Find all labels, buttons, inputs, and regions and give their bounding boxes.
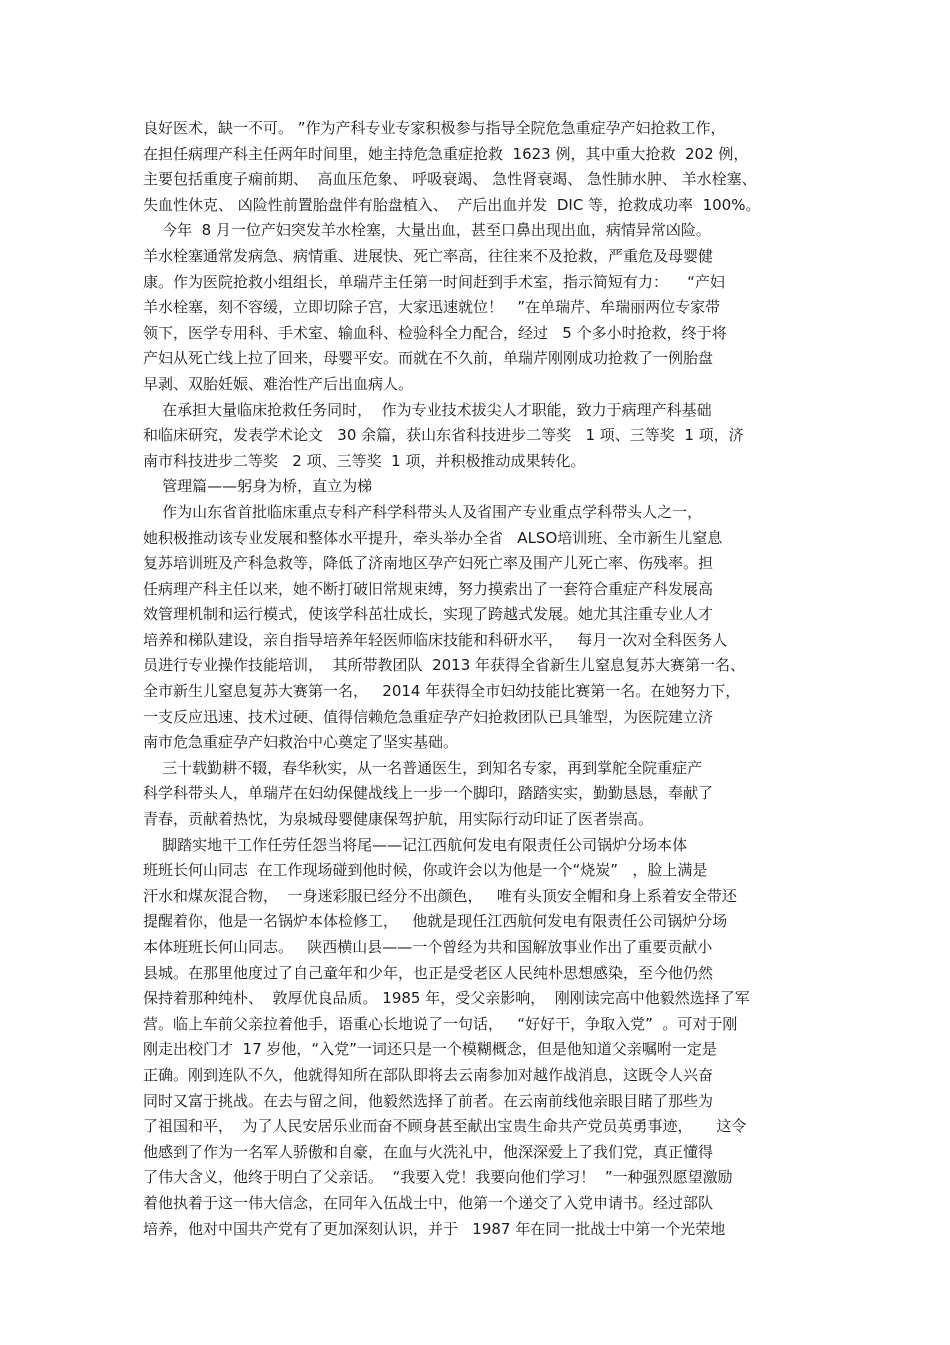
- text-line: 产妇从死亡线上拉了回来，母婴平安。而就在不久前，单瑞芹刚刚成功抢救了一例胎盘: [143, 349, 714, 368]
- text-line: 青春，贡献着热忱，为泉城母婴健康保驾护航，用实际行动印证了医者崇高。: [143, 810, 654, 829]
- text-line: 主要包括重度子痫前期、 高血压危象、 呼吸衰竭、 急性肾衰竭、 急性肺水肿、 羊水栓塞、: [143, 170, 757, 189]
- text-line: 作为山东省首批临床重点专科产科学科带头人及省围产专业重点学科带头人之一，: [143, 502, 703, 521]
- text-line: 培养，他对中国共产党有了更加深刻认识，并于 1987 年在同一批战士中第一个光荣地: [143, 1219, 726, 1238]
- text-line: 保持着那种纯朴、 敦厚优良品质。 1985 年，受父亲影响， 刚刚读完高中他毅然选择了军: [143, 989, 750, 1008]
- text-line: 复苏培训班及产科急救等，降低了济南地区孕产妇死亡率及围产儿死亡率、伤残率。担: [143, 554, 714, 573]
- text-line: 他感到了作为一名军人骄傲和自豪，在血与火洗礼中，他深深爱上了我们党，真正懂得: [143, 1142, 714, 1161]
- text-line: 南市科技进步二等奖 2 项、三等奖 1 项，并积极推动成果转化。: [143, 451, 586, 470]
- text-line: 县城。在那里他度过了自己童年和少年，也正是受老区人民纯朴思想感染，至今他仍然: [143, 963, 714, 982]
- text-line: 培养和梯队建设，亲自指导培养年轻医师临床技能和科研水平， 每月一次对全科医务人: [143, 630, 728, 649]
- text-line: 今年 8 月一位产妇突发羊水栓塞，大量出血，甚至口鼻出现出血，病情异常凶险。: [143, 221, 711, 240]
- text-line: 任病理产科主任以来，她不断打破旧常规束缚，努力摸索出了一套符合重症产科发展高: [143, 579, 714, 598]
- text-line: 同时又富于挑战。在去与留之间，他毅然选择了前者。在云南前线他亲眼目睹了那些为: [143, 1091, 714, 1110]
- text-line: 管理篇——躬身为桥，直立为梯: [143, 477, 373, 496]
- text-line: 良好医术，缺一不可。 ”作为产科专业专家积极参与指导全院危急重症孕产妇抢救工作，: [143, 119, 726, 137]
- text-line: 科学科带头人，单瑞芹在妇幼保健战线上一步一个脚印，踏踏实实，勤勤恳恳，奉献了: [143, 784, 714, 803]
- text-line: 着他执着于这一伟大信念，在同年入伍战士中，他第一个递交了入党申请书。经过部队: [143, 1193, 714, 1212]
- text-line: 了祖国和平， 为了人民安居乐业而奋不顾身甚至献出宝贵生命共产党员英勇事迹， 这令: [143, 1117, 747, 1136]
- text-line: 提醒着你，他是一名锅炉本体检修工， 他就是现任江西航何发电有限责任公司锅炉分场: [143, 912, 728, 931]
- text-line: 刚走出校门才 17 岁他，“入党”一词还只是一个模糊概念，但是他知道父亲嘱咐一定是: [143, 1040, 717, 1059]
- text-line: 三十载勤耕不辍，春华秋实，从一名普通医生，到知名专家，再到掌舵全院重症产: [143, 758, 703, 777]
- text-line: 在承担大量临床抢救任务同时， 作为专业技术拔尖人才职能，致力于病理产科基础: [143, 400, 712, 419]
- text-line: 了伟大含义，他终于明白了父亲话。 “我要入党！我要向他们学习！ ”一种强烈愿望激励: [143, 1168, 733, 1187]
- text-line: 和临床研究，发表学术论文 30 余篇，获山东省科技进步二等奖 1 项、三等奖 1 项，济: [143, 426, 744, 445]
- text-line: 汗水和煤灰混合物， 一身迷彩服已经分不出颜色， 唯有头顶安全帽和身上系着安全带还: [143, 886, 737, 905]
- text-line: 羊水栓塞，刻不容缓，立即切除子宫，大家迅速就位！ ”在单瑞芹、牟瑞丽两位专家带: [143, 298, 721, 317]
- document-body: [143, 116, 808, 1242]
- text-line: 脚踏实地干工作任劳任怨当将尾——记江西航何发电有限责任公司锅炉分场本体: [143, 835, 688, 854]
- text-line: 康。作为医院抢救小组组长，单瑞芹主任第一时间赶到手术室，指示简短有力： “产妇: [143, 272, 725, 291]
- text-line: 羊水栓塞通常发病急、病情重、进展快、死亡率高，往往来不及抢救，严重危及母婴健: [143, 246, 714, 265]
- text-line: 效管理机制和运行模式，使该学科茁壮成长，实现了跨越式发展。她尤其注重专业人才: [143, 605, 714, 624]
- text-line: 员进行专业操作技能培训， 其所带教团队 2013 年获得全省新生儿窒息复苏大赛第一名、: [143, 656, 746, 675]
- text-line: 本体班班长何山同志。 陕西横山县——一个曾经为共和国解放事业作出了重要贡献小: [143, 938, 713, 956]
- text-line: 正确。刚到连队不久，他就得知所在部队即将去云南参加对越作战消息，这既令人兴奋: [143, 1065, 714, 1084]
- text-line: 营。临上车前父亲拉着他手，语重心长地说了一句话， “好好干，争取入党” 。可对于刚: [143, 1014, 738, 1033]
- text-line: 一支反应迅速、技术过硬、值得信赖危急重症孕产妇抢救团队已具雏型，为医院建立济: [143, 707, 714, 726]
- text-line: 班班长何山同志 在工作现场碰到他时候，你或许会以为他是一个“烧炭” ，脸上满是: [143, 861, 708, 880]
- text-line: 全市新生儿窒息复苏大赛第一名， 2014 年获得全市妇幼技能比赛第一名。在她努力下，: [143, 682, 741, 701]
- text-line: 在担任病理产科主任两年时间里，她主持危急重症抢救 1623 例，其中重大抢救 202 例，: [143, 144, 749, 163]
- text-line: 南市危急重症孕产妇救治中心奠定了坚实基础。: [143, 733, 459, 752]
- text-line: 早剥、双胎妊娠、难治性产后出血病人。: [143, 374, 414, 393]
- text-line: 失血性休克、 凶险性前置胎盘伴有胎盘植入、 产后出血并发 DIC 等，抢救成功率 100%。: [143, 195, 761, 214]
- text-line: 她积极推动该专业发展和整体水平提升，牵头举办全省 ALSO培训班、全市新生儿窒息: [143, 528, 723, 547]
- text-line: 领下，医学专用科、手术室、输血科、检验科全力配合，经过 5 个多小时抢救，终于将: [143, 323, 727, 342]
